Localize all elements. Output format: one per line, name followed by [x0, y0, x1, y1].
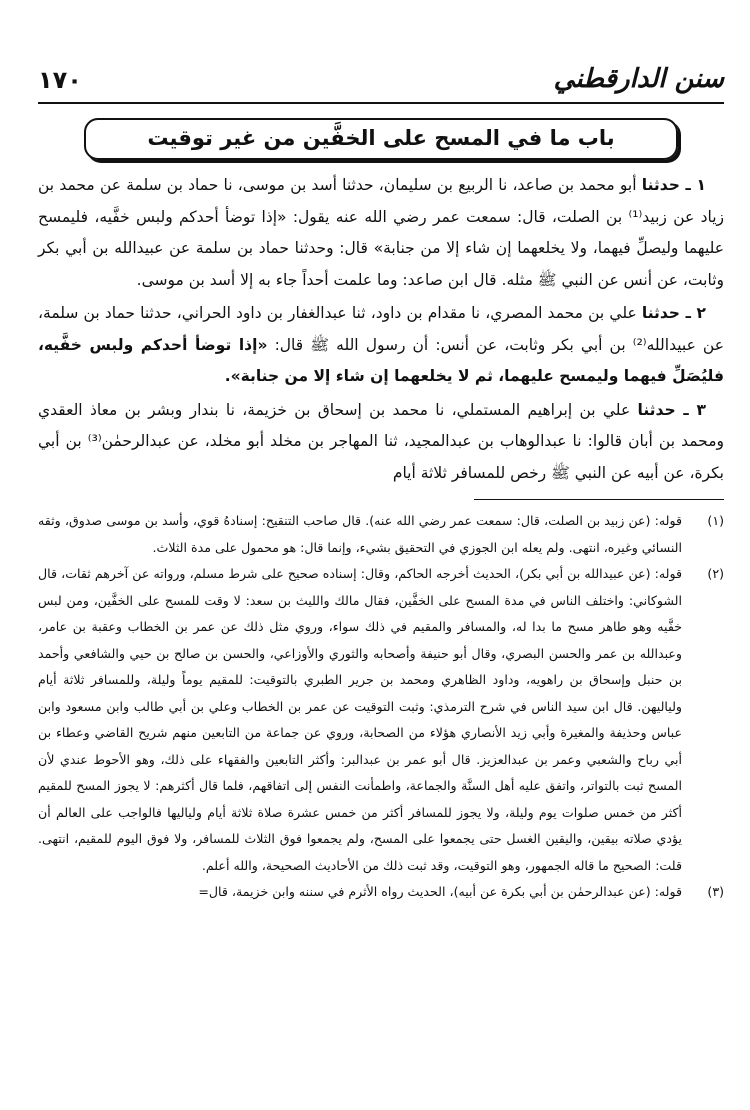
hadith-text: أبو محمد بن صاعد، نا الربيع بن سليمان، حدثنا أسد بن موسى، نا حماد بن سلمة عن محمد بن زياد عن زبيد⁽¹⁾ بن الصلت، قال: سمعت عمر رضي الله عنه يقول: «إذا توضأ أحدكم ولبس خفَّيه، فليمسح عليهما وليصلِّ فيهما، ولا يخلعهما إن شاء إلا من جنابة» قال: وحدثنا حماد بن سلمة عن عبيدالله بن أبي بكر وثابت، عن أنس عن النبي ﷺ مثله. قال ابن صاعد: وما علمت أحداً جاء به إلا أسد بن موسى.: [38, 176, 724, 289]
footnote-number: (٣): [707, 884, 724, 899]
hadith-2: [38, 298, 724, 393]
hadith-lead: ٣ ـ حدثنا: [637, 400, 706, 419]
book-title: سنن الدارقطني: [553, 64, 724, 94]
footnote-text: قوله: (عن عبيدالله بن أبي بكر)، الحديث أخرجه الحاكم، وقال: إسناده صحيح على شرط مسلم، ورواته عن آخرهم ثقات، قال الشوكاني: واختلف الناس في مدة المسح على الخفَّين، فقال مالك والليث بن سعد: لا وقت للمسح على الخفَّين، ومن لبس خفَّيه وهو طاهر مسح ما بدا له، والمسافر والمقيم في ذلك سواء، وروي مثل ذلك عن عمر بن الخطاب وعقبة بن عامر، وعبدالله بن عمر والحسن البصري، وقال أبو حنيفة وأصحابه والثوري والأوزاعي، والحسن بن صالح بن حيي والشافعي وأحمد بن حنبل وإسحاق بن راهويه، وداود الظاهري ومحمد بن جرير الطبري بالتوقيت: للمقيم يوماً وليلة، وللمسافر ثلاثة أيام ولياليهن. قال ابن سيد الناس في شرح الترمذي: وثبت التوقيت عن عمر بن الخطاب وعلي بن أبي طالب وابن مسعود وابن عباس وحذيفة والمغيرة وأبي زيد الأنصاري هؤلاء من الصحابة، وروي عن جماعة من التابعين منهم شريح القاضي وعطاء بن أبي رباح والشعبي وعمر بن عبدالعزيز. قال أبو عمر بن عبدالبر: وأكثر التابعين والفقهاء على ذلك، وهو الأحوط عندي لأن المسح ثبت بالتواتر، واتفق عليه أهل السنَّة والجماعة، واطمأنت النفس إلى اتفاقهم، فلما قال أكثرهم: لا يجوز المسح للمقيم أكثر من خمس صلوات يوم وليلة، ولا يجوز للمسافر أكثر من خمس عشرة صلاة ثلاثة أيام ولياليها فالواجب على العالم أن يؤدي صلاته بيقين، واليقين الغسل حتى يجمعوا على المسح، ولم يجمعوا فوق الثلاث للمسافر، ولا فوق اليوم للمقيم، انتهى. قلت: الصحيح ما قاله الجمهور، وهو التوقيت، وقد ثبت ذلك من الأحاديث الصحيحة، والله أعلم.: [38, 566, 682, 873]
footnote-text: قوله: (عن زبيد بن الصلت، قال: سمعت عمر رضي الله عنه). قال صاحب التنقيح: إسنادهُ قوي، وأسد بن موسى صدوق، وثقه النسائي وغيره، انتهى. ولم يعله ابن الجوزي في التحقيق بشيء، وإنما قال: هو محمول على مدة الثلاث.: [38, 513, 682, 555]
hadith-text: علي بن محمد المصري، نا مقدام بن داود، ثنا عبدالغفار بن داود الحراني، حدثنا حماد بن سلمة، عن عبيدالله⁽²⁾ بن أبي بكر وثابت، عن أنس: أن رسول الله ﷺ قال:: [38, 304, 724, 354]
page-number: ١٧٠: [38, 66, 82, 94]
footnote-separator: [474, 499, 724, 500]
hadith-text: علي بن إبراهيم المستملي، نا محمد بن إسحاق بن خزيمة، نا بندار وبشر بن معاذ العقدي ومحمد بن أبان قالوا: نا عبدالوهاب بن عبدالمجيد، ثنا المهاجر بن مخلد أبو مخلد، عن عبدالرحمٰن⁽³⁾ بن أبي بكرة، عن أبيه عن النبي ﷺ رخص للمسافر ثلاثة أيام: [38, 400, 724, 482]
hadith-lead: ٢ ـ حدثنا: [641, 304, 706, 322]
footnote-number: (١): [707, 513, 724, 528]
hadith-3: [38, 395, 724, 490]
hadith-lead: ١ ـ حدثنا: [641, 176, 707, 194]
footnote: [38, 561, 724, 879]
footnote: [38, 508, 724, 561]
main-text: [38, 170, 724, 489]
hadith-1: [38, 170, 724, 296]
footnotes: [38, 508, 724, 906]
chapter-title: باب ما في المسح على الخفَّين من غير توقيت: [84, 118, 678, 160]
footnote: [38, 879, 724, 906]
footnote-number: (٢): [707, 566, 724, 581]
hadith-matn: «إذا توضأ أحدكم ولبس خفَّيه، فليُصَلِّ فيهما وليمسح عليهما، ثم لا يخلعهما إن شاء إلا من جنابة».: [38, 335, 724, 385]
page-header: [38, 62, 724, 104]
book-page: [38, 62, 724, 1102]
footnote-text: قوله: (عن عبدالرحمٰن بن أبي بكرة عن أبيه)، الحديث رواه الأثرم في سننه وابن خزيمة، قال=: [198, 884, 682, 899]
